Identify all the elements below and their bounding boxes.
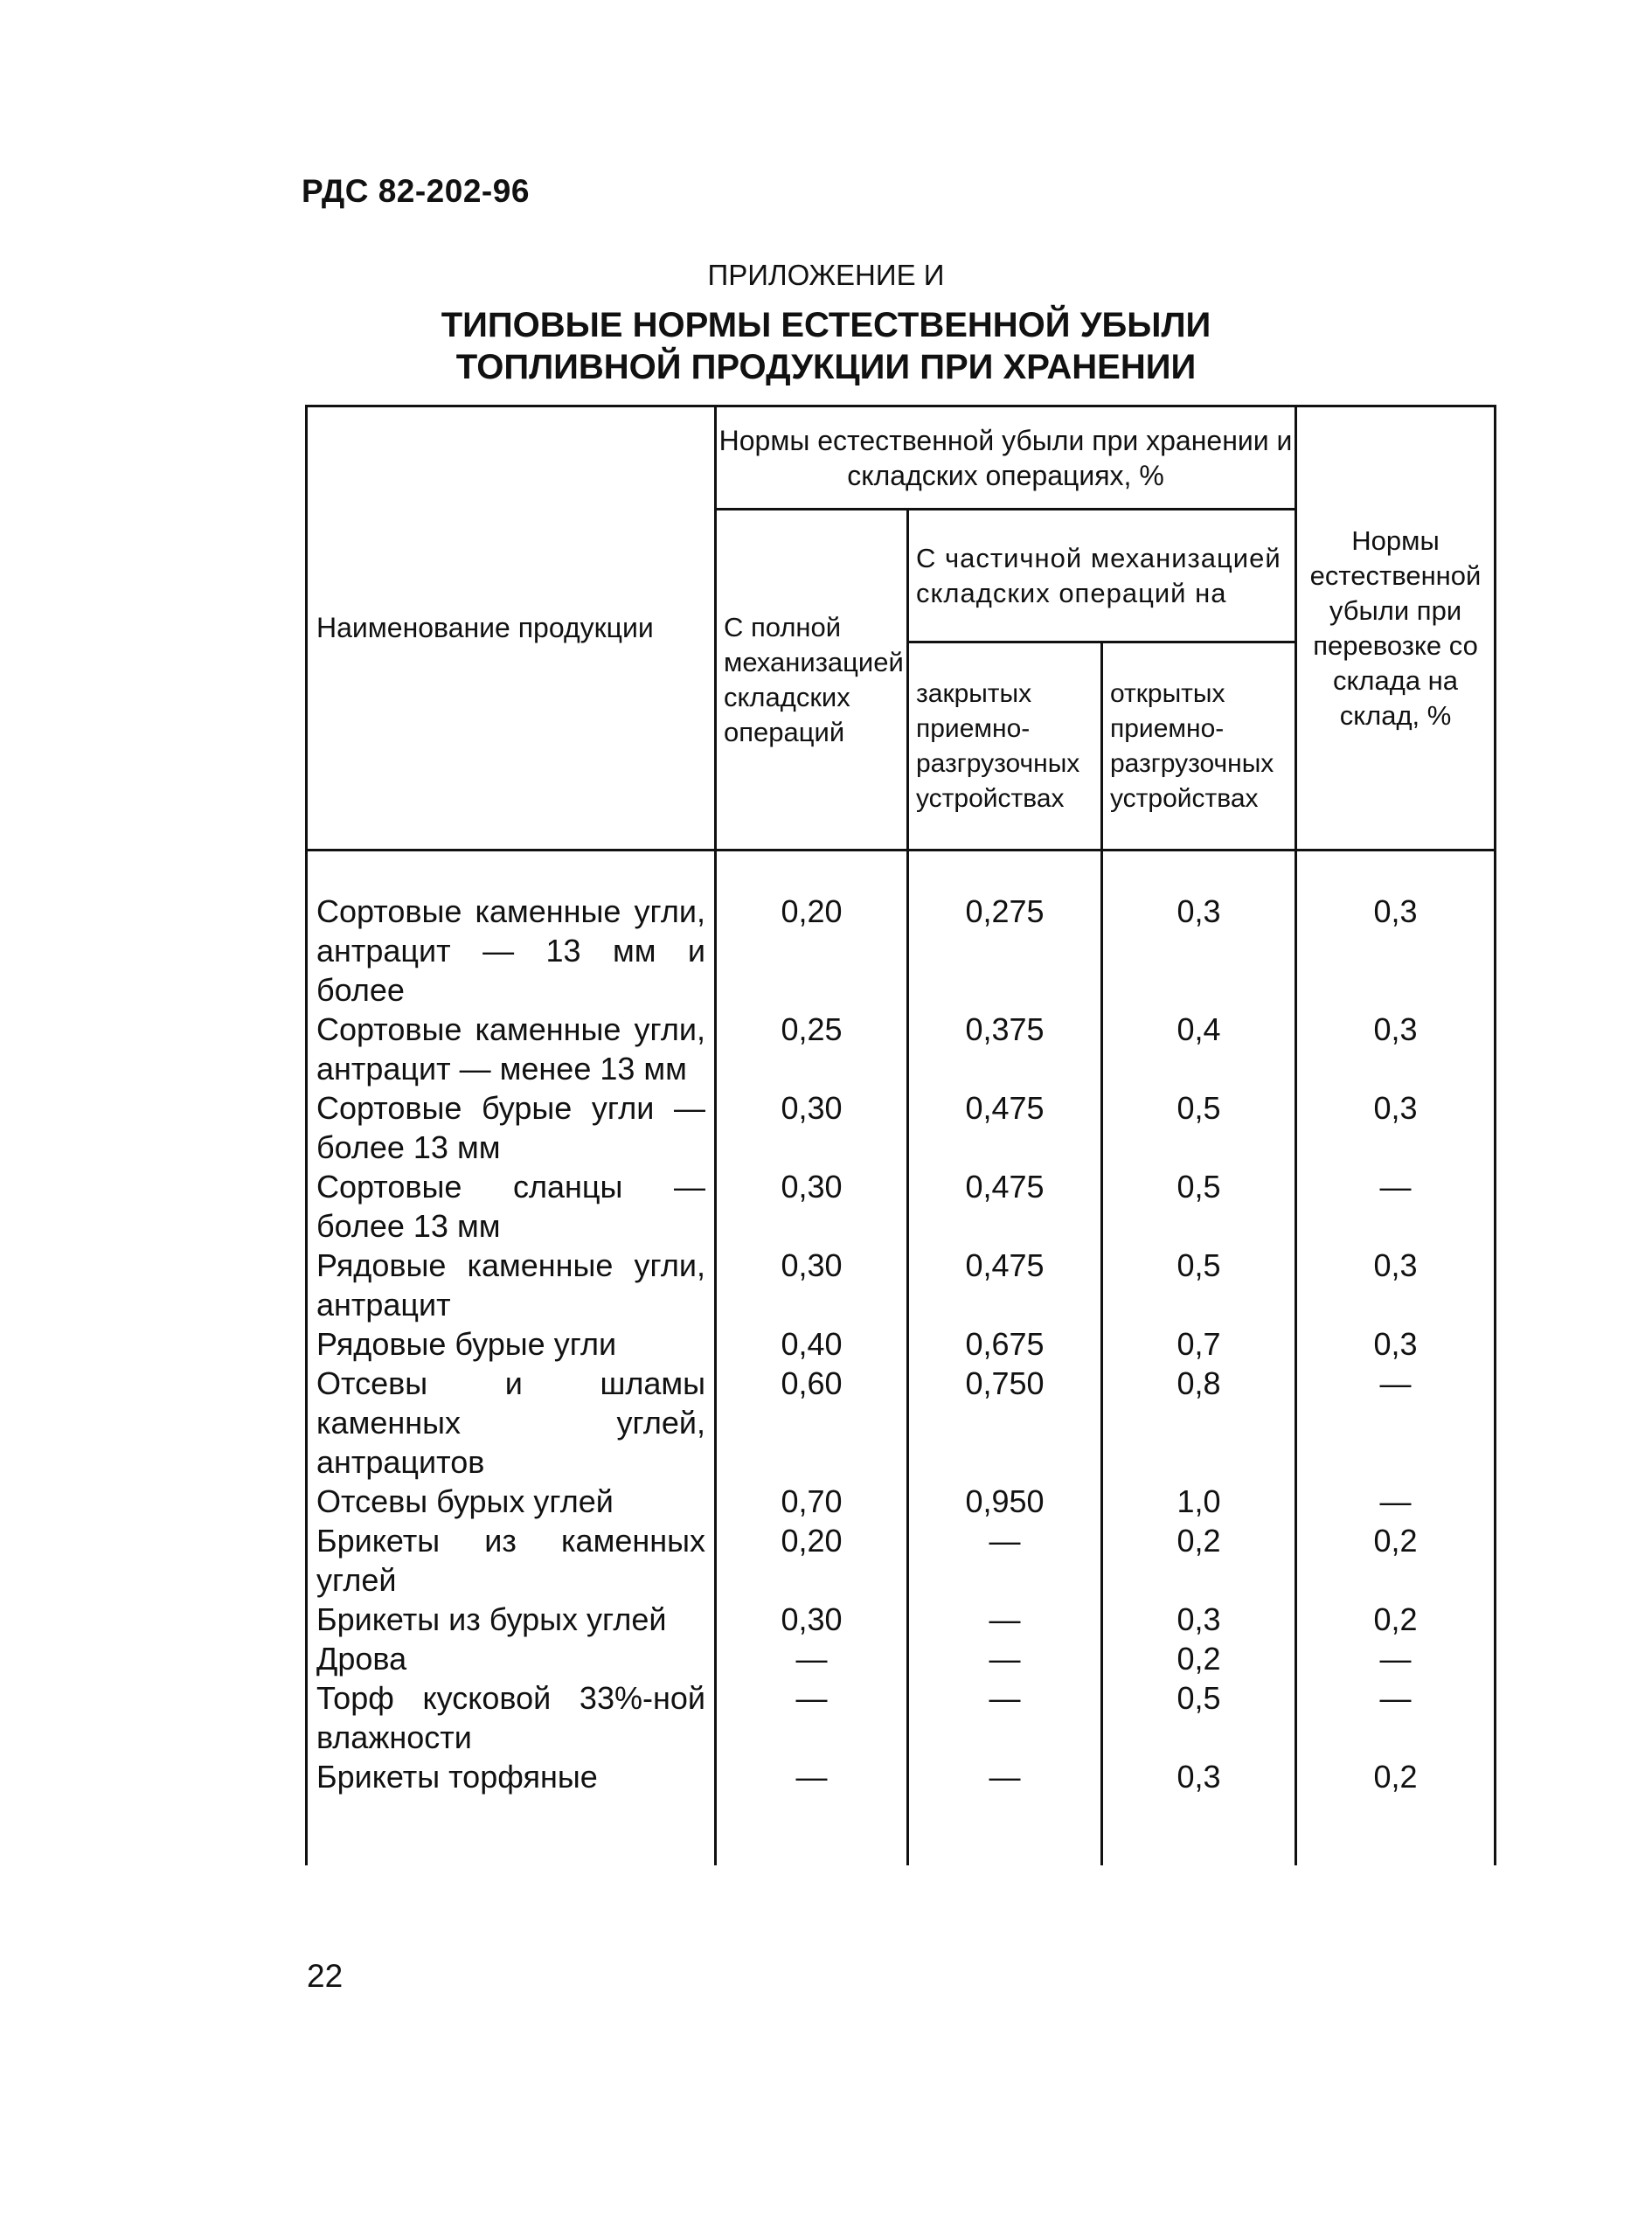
product-name: Дрова — [307, 1639, 716, 1678]
value-transport: 0,3 — [1296, 1010, 1496, 1088]
product-name: Брикеты из бурых углей — [307, 1600, 716, 1639]
table-row — [307, 1600, 1496, 1639]
value-closed: — — [908, 1521, 1102, 1600]
value-closed: 0,475 — [908, 1167, 1102, 1246]
value-transport: — — [1296, 1482, 1496, 1521]
value-full-mech: — — [716, 1678, 908, 1757]
value-closed: 0,950 — [908, 1482, 1102, 1521]
header-storage-norms: Нормы естественной убыли при хранении и складских операциях, % — [716, 406, 1296, 510]
value-transport: — — [1296, 1167, 1496, 1246]
value-closed: — — [908, 1600, 1102, 1639]
value-open: 0,8 — [1102, 1364, 1296, 1482]
product-name: Сортовые бурые угли — более 13 мм — [307, 1088, 716, 1167]
value-open: 0,3 — [1102, 1600, 1296, 1639]
product-name: Отсевы и шламы каменных углей, антрацитов — [307, 1364, 716, 1482]
value-open: 0,3 — [1102, 851, 1296, 1010]
title-line-1: ТИПОВЫЕ НОРМЫ ЕСТЕСТВЕННОЙ УБЫЛИ — [441, 306, 1211, 344]
value-open: 0,5 — [1102, 1678, 1296, 1757]
page-title — [0, 304, 1652, 388]
value-transport: — — [1296, 1678, 1496, 1757]
table-row — [307, 1088, 1496, 1167]
table-row — [307, 1482, 1496, 1521]
norms-table — [305, 405, 1496, 1865]
product-name: Сортовые каменные угли, антрацит — 13 мм и более — [307, 851, 716, 1010]
table-row — [307, 1246, 1496, 1324]
value-full-mech: 0,30 — [716, 1246, 908, 1324]
value-open: 0,4 — [1102, 1010, 1296, 1088]
value-closed: 0,675 — [908, 1324, 1102, 1364]
value-transport: 0,2 — [1296, 1600, 1496, 1639]
table-row — [307, 1364, 1496, 1482]
header-full-mechanization: С полной механизацией складских операций — [716, 510, 908, 851]
value-full-mech: 0,20 — [716, 1521, 908, 1600]
value-open: 0,3 — [1102, 1757, 1296, 1865]
value-open: 0,2 — [1102, 1639, 1296, 1678]
value-transport: 0,3 — [1296, 851, 1496, 1010]
value-closed: 0,750 — [908, 1364, 1102, 1482]
value-open: 0,2 — [1102, 1521, 1296, 1600]
table-row — [307, 1639, 1496, 1678]
header-open-devices: открытых приемно-разгрузочных устройствах — [1102, 642, 1296, 851]
value-full-mech: 0,30 — [716, 1167, 908, 1246]
value-full-mech: 0,25 — [716, 1010, 908, 1088]
product-name: Сортовые каменные угли, антрацит — менее 13 мм — [307, 1010, 716, 1088]
value-closed: — — [908, 1757, 1102, 1865]
value-full-mech: 0,30 — [716, 1600, 908, 1639]
page-number: 22 — [307, 1958, 344, 1994]
header-transport-norms: Нормы естественной убыли при перевозке со склада на склад, % — [1296, 406, 1496, 851]
table-row — [307, 1521, 1496, 1600]
value-transport: 0,3 — [1296, 1324, 1496, 1364]
product-name: Брикеты торфяные — [307, 1757, 716, 1865]
value-full-mech: — — [716, 1639, 908, 1678]
value-full-mech: 0,30 — [716, 1088, 908, 1167]
value-full-mech: 0,40 — [716, 1324, 908, 1364]
product-name: Рядовые бурые угли — [307, 1324, 716, 1364]
value-transport: 0,3 — [1296, 1246, 1496, 1324]
table-row — [307, 1010, 1496, 1088]
table-row — [307, 1678, 1496, 1757]
value-open: 0,7 — [1102, 1324, 1296, 1364]
table-row — [307, 851, 1496, 1010]
value-open: 0,5 — [1102, 1088, 1296, 1167]
value-closed: 0,275 — [908, 851, 1102, 1010]
product-name: Сортовые сланцы — более 13 мм — [307, 1167, 716, 1246]
value-closed: — — [908, 1639, 1102, 1678]
table-row — [307, 1757, 1496, 1865]
value-transport: 0,2 — [1296, 1757, 1496, 1865]
value-closed: — — [908, 1678, 1102, 1757]
value-full-mech: 0,70 — [716, 1482, 908, 1521]
appendix-label: ПРИЛОЖЕНИЕ И — [707, 259, 945, 291]
value-transport: — — [1296, 1639, 1496, 1678]
value-full-mech: 0,60 — [716, 1364, 908, 1482]
value-closed: 0,475 — [908, 1088, 1102, 1167]
product-name: Торф кусковой 33%-ной влажности — [307, 1678, 716, 1757]
value-transport: 0,2 — [1296, 1521, 1496, 1600]
product-name: Рядовые каменные угли, антрацит — [307, 1246, 716, 1324]
table-row — [307, 1324, 1496, 1364]
value-transport: 0,3 — [1296, 1088, 1496, 1167]
value-full-mech: — — [716, 1757, 908, 1865]
value-closed: 0,475 — [908, 1246, 1102, 1324]
title-line-2: ТОПЛИВНОЙ ПРОДУКЦИИ ПРИ ХРАНЕНИИ — [455, 348, 1197, 386]
header-partial-mechanization: С частичной механизацией складских операций на — [908, 510, 1296, 642]
document-code: РДС 82-202-96 — [302, 173, 530, 209]
table-row — [307, 1167, 1496, 1246]
header-product-name: Наименование продукции — [307, 406, 716, 851]
value-open: 0,5 — [1102, 1246, 1296, 1324]
value-closed: 0,375 — [908, 1010, 1102, 1088]
product-name: Брикеты из каменных углей — [307, 1521, 716, 1600]
product-name: Отсевы бурых углей — [307, 1482, 716, 1521]
value-open: 1,0 — [1102, 1482, 1296, 1521]
header-closed-devices: закрытых приемно-разгрузочных устройствах — [908, 642, 1102, 851]
value-open: 0,5 — [1102, 1167, 1296, 1246]
value-transport: — — [1296, 1364, 1496, 1482]
value-full-mech: 0,20 — [716, 851, 908, 1010]
